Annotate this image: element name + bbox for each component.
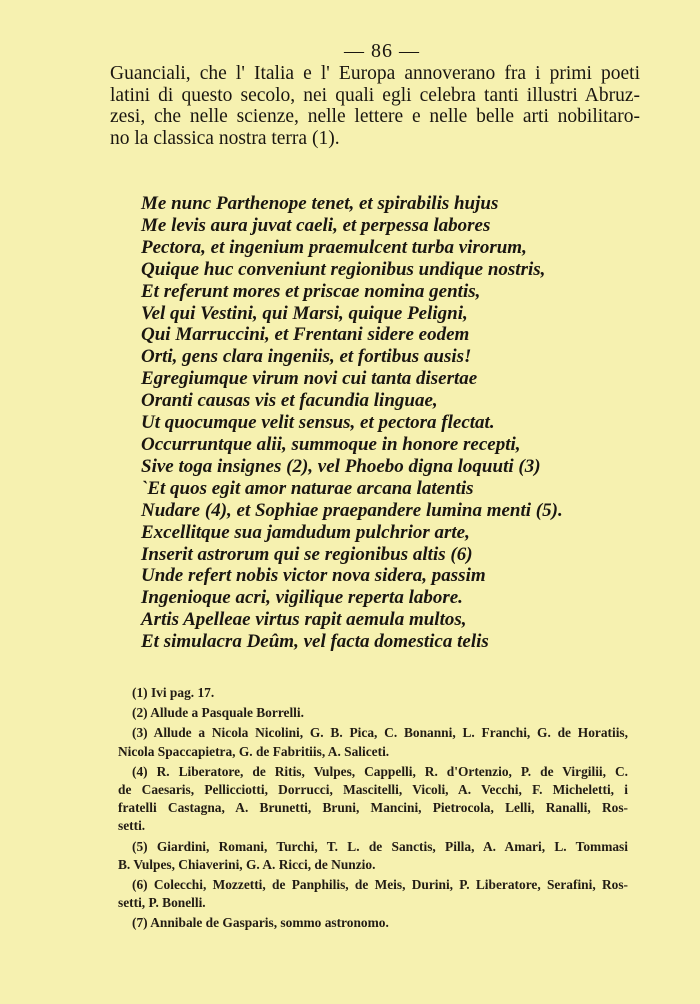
verse-line: Me nunc Parthenope tenet, et spirabilis hujus [141, 193, 499, 214]
footnote-5 [118, 838, 628, 874]
verse-line: Pectora, et ingenium praemulcent turba virorum, [141, 236, 527, 258]
footnote-3 [118, 724, 628, 760]
prose-line: latini di questo secolo, nei quali egli celebra tanti illustri Abruz- [110, 84, 640, 106]
footnote-line: (5) Giardini, Romani, Turchi, T. L. de Sanctis, Pilla, A. Amari, L. Tommasi [132, 838, 628, 854]
footnote-line: (6) Colecchi, Mozzetti, de Panphilis, de Meis, Durini, P. Liberatore, Serafini, Ros- [132, 877, 628, 893]
verse-line: Artis Apelleae virtus rapit aemula multos, [141, 609, 467, 631]
footnote-line: (7) Annibale de Gasparis, sommo astronomo. [132, 915, 389, 931]
footnote-line: B. Vulpes, Chiaverini, G. A. Ricci, de Nunzio. [118, 856, 376, 872]
verse-line: Egregiumque virum novi cui tanta disertae [141, 368, 478, 390]
verse-line: Orti, gens clara ingeniis, et fortibus ausis! [141, 346, 472, 368]
verse-line: Nudare (4), et Sophiae praepandere lumina menti (5). [141, 499, 563, 521]
verse-line: Ut quocumque velit sensus, et pectora flectat. [141, 412, 495, 434]
page-number: — 86 — [344, 40, 420, 62]
verse-line: Occurruntque alii, summoque in honore recepti, [141, 433, 521, 455]
footnote-line: setti. [118, 818, 146, 834]
verse-line: `Et quos egit amor naturae arcana latentis [141, 477, 474, 499]
footnote-line: (4) R. Liberatore, de Ritis, Vulpes, Cappelli, R. d'Ortenzio, P. de Virgilii, C. [132, 763, 628, 779]
prose-line: no la classica nostra terra (1). [110, 127, 340, 149]
latin-verse [141, 193, 611, 653]
footnote-7 [118, 914, 628, 932]
verse-line: Oranti causas vis et facundia linguae, [141, 390, 438, 412]
verse-line: Excellitque sua jamdudum pulchrior arte, [141, 521, 470, 543]
prose-paragraph [110, 63, 640, 149]
footnote-line: (3) Allude a Nicola Nicolini, G. B. Pica, C. Bonanni, L. Franchi, G. de Horatiis, [132, 725, 628, 741]
verse-line: Inserit astrorum qui se regionibus altis (6) [141, 543, 473, 565]
footnote-line: (2) Allude a Pasquale Borrelli. [132, 705, 304, 721]
footnote-line: (1) Ivi pag. 17. [132, 685, 215, 700]
verse-line: Quique huc conveniunt regionibus undique nostris, [141, 258, 546, 280]
footnote-line: Nicola Spaccapietra, G. de Fabritiis, A. Saliceti. [118, 743, 390, 759]
verse-line: Qui Marruccini, et Frentani sidere eodem [141, 324, 470, 346]
verse-line: Et simulacra Deûm, vel facta domestica telis [141, 631, 489, 653]
verse-line: Sive toga insignes (2), vel Phoebo digna loquuti (3) [141, 455, 541, 477]
footnote-line: setti, P. Bonelli. [118, 895, 206, 911]
footnote-line: de Caesaris, Pellicciotti, Dorrucci, Mascitelli, Vicoli, A. Vecchi, F. Micheletti, i [118, 782, 628, 798]
prose-line: Guanciali, che l' Italia e l' Europa annoverano fra i primi poeti [110, 63, 640, 84]
footnotes [118, 684, 628, 935]
verse-line: Vel qui Vestini, qui Marsi, quique Peligni, [141, 302, 468, 324]
footnote-2 [118, 704, 628, 722]
footnote-6 [118, 876, 628, 912]
verse-line: Et referunt mores et priscae nomina gentis, [141, 280, 481, 302]
verse-line: Unde refert nobis victor nova sidera, passim [141, 565, 486, 587]
footnote-4 [118, 763, 628, 836]
verse-line: Me levis aura juvat caeli, et perpessa labores [141, 214, 491, 236]
footnote-1 [118, 684, 628, 702]
verse-line: Ingenioque acri, vigilique reperta labore. [141, 587, 463, 609]
prose-line: zesi, che nelle scienze, nelle lettere e nelle belle arti nobilitaro- [110, 106, 640, 127]
footnote-line: fratelli Castagna, A. Brunetti, Bruni, Mancini, Pietrocola, Lelli, Ranalli, Ros- [118, 800, 628, 816]
